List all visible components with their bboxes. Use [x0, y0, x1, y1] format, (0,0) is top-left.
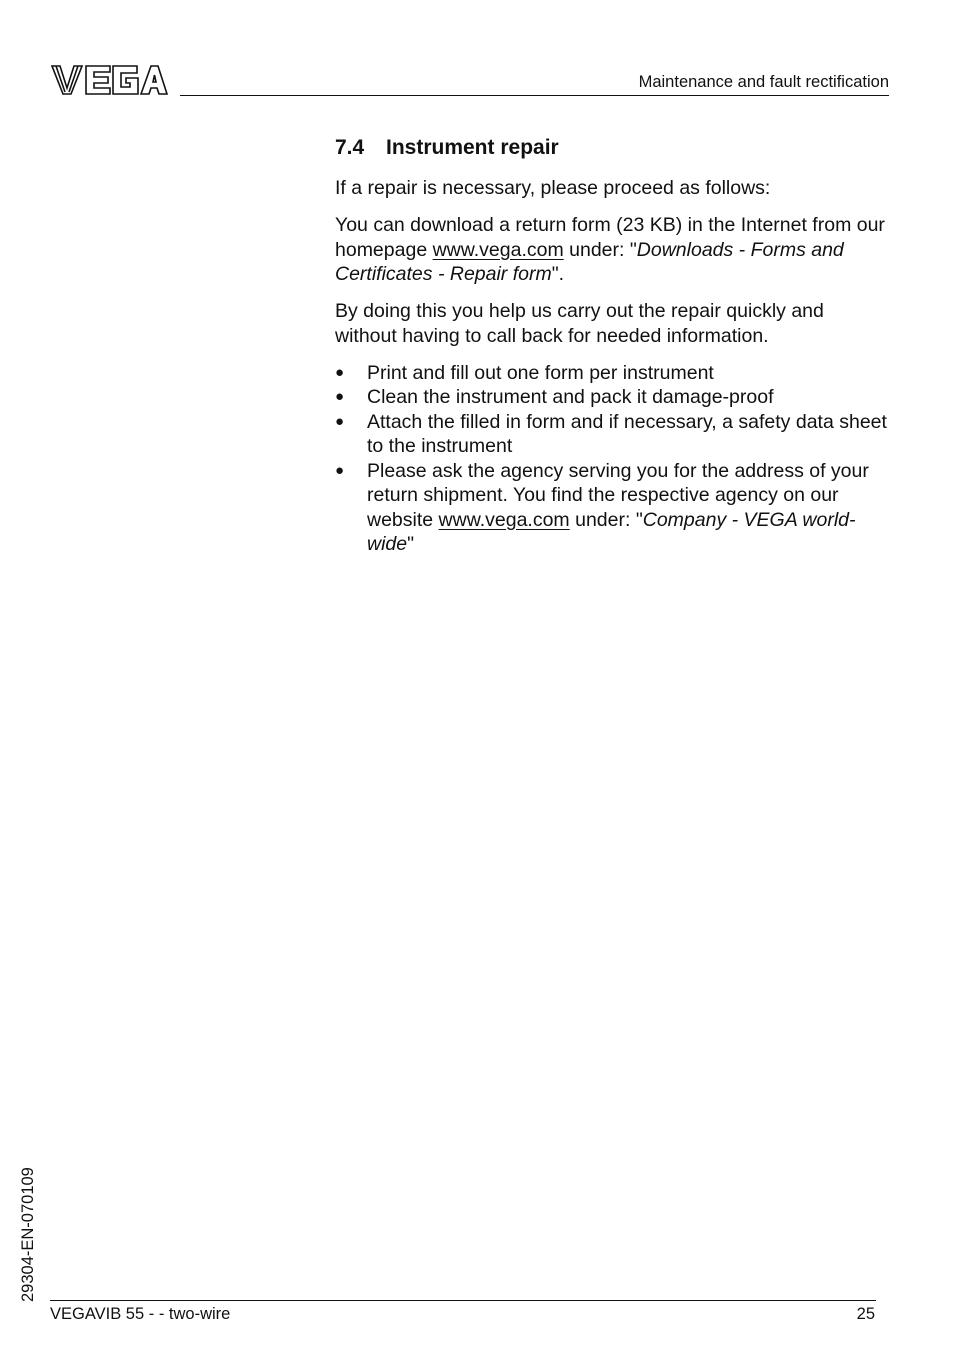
header-section-title: Maintenance and fault rectification [638, 73, 889, 91]
vega-logo [50, 64, 168, 96]
vega-homepage-link[interactable]: www.vega.com [432, 238, 564, 261]
footer-product: VEGAVIB 55 - - two-wire [50, 1305, 231, 1323]
vega-website-link[interactable]: www.vega.com [438, 508, 570, 531]
list-item [335, 410, 891, 459]
list-item [335, 385, 891, 410]
page-number: 25 [856, 1305, 875, 1323]
list-item [335, 459, 891, 557]
header-rule [180, 95, 889, 96]
para1-text-end: ". [551, 263, 565, 285]
list-item-text-middle: under: " [569, 508, 643, 531]
bullet-icon: ● [335, 388, 345, 405]
bullet-icon: ● [335, 412, 345, 430]
list-item-text: Please ask the agency serving you for the address of your return shipment. You find the respective agency on our website [367, 459, 869, 531]
repair-steps-list [335, 361, 891, 557]
section-heading [335, 134, 891, 162]
list-item-text: Clean the instrument and pack it damage-proof [367, 386, 774, 408]
download-paragraph [335, 213, 891, 287]
document-code: 29304-EN-070109 [19, 1167, 37, 1302]
bullet-icon: ● [335, 461, 345, 479]
section-number: 7.4 [335, 136, 365, 159]
bullet-icon: ● [335, 363, 345, 381]
list-item-text: Print and fill out one form per instrument [367, 361, 714, 384]
list-item-text-end: " [407, 533, 415, 555]
para1-text: You can download a return form (23 KB) in the Internet from our homepage [335, 214, 885, 261]
agency-path: Company - VEGA world-wide [367, 508, 856, 555]
help-paragraph: By doing this you help us carry out the repair quickly and without having to call back for needed information. [335, 300, 824, 347]
section-title: Instrument repair [386, 136, 559, 159]
list-item [335, 361, 891, 386]
intro-paragraph: If a repair is necessary, please proceed as follows: [335, 177, 771, 199]
repair-form-path: Downloads - Forms and Certificates - Repair form [335, 238, 844, 285]
para1-text-middle: under: " [563, 238, 637, 261]
main-content [335, 134, 891, 557]
list-item-text: Attach the filled in form and if necessary, a safety data sheet to the instrument [367, 410, 887, 457]
footer-rule [50, 1300, 876, 1301]
